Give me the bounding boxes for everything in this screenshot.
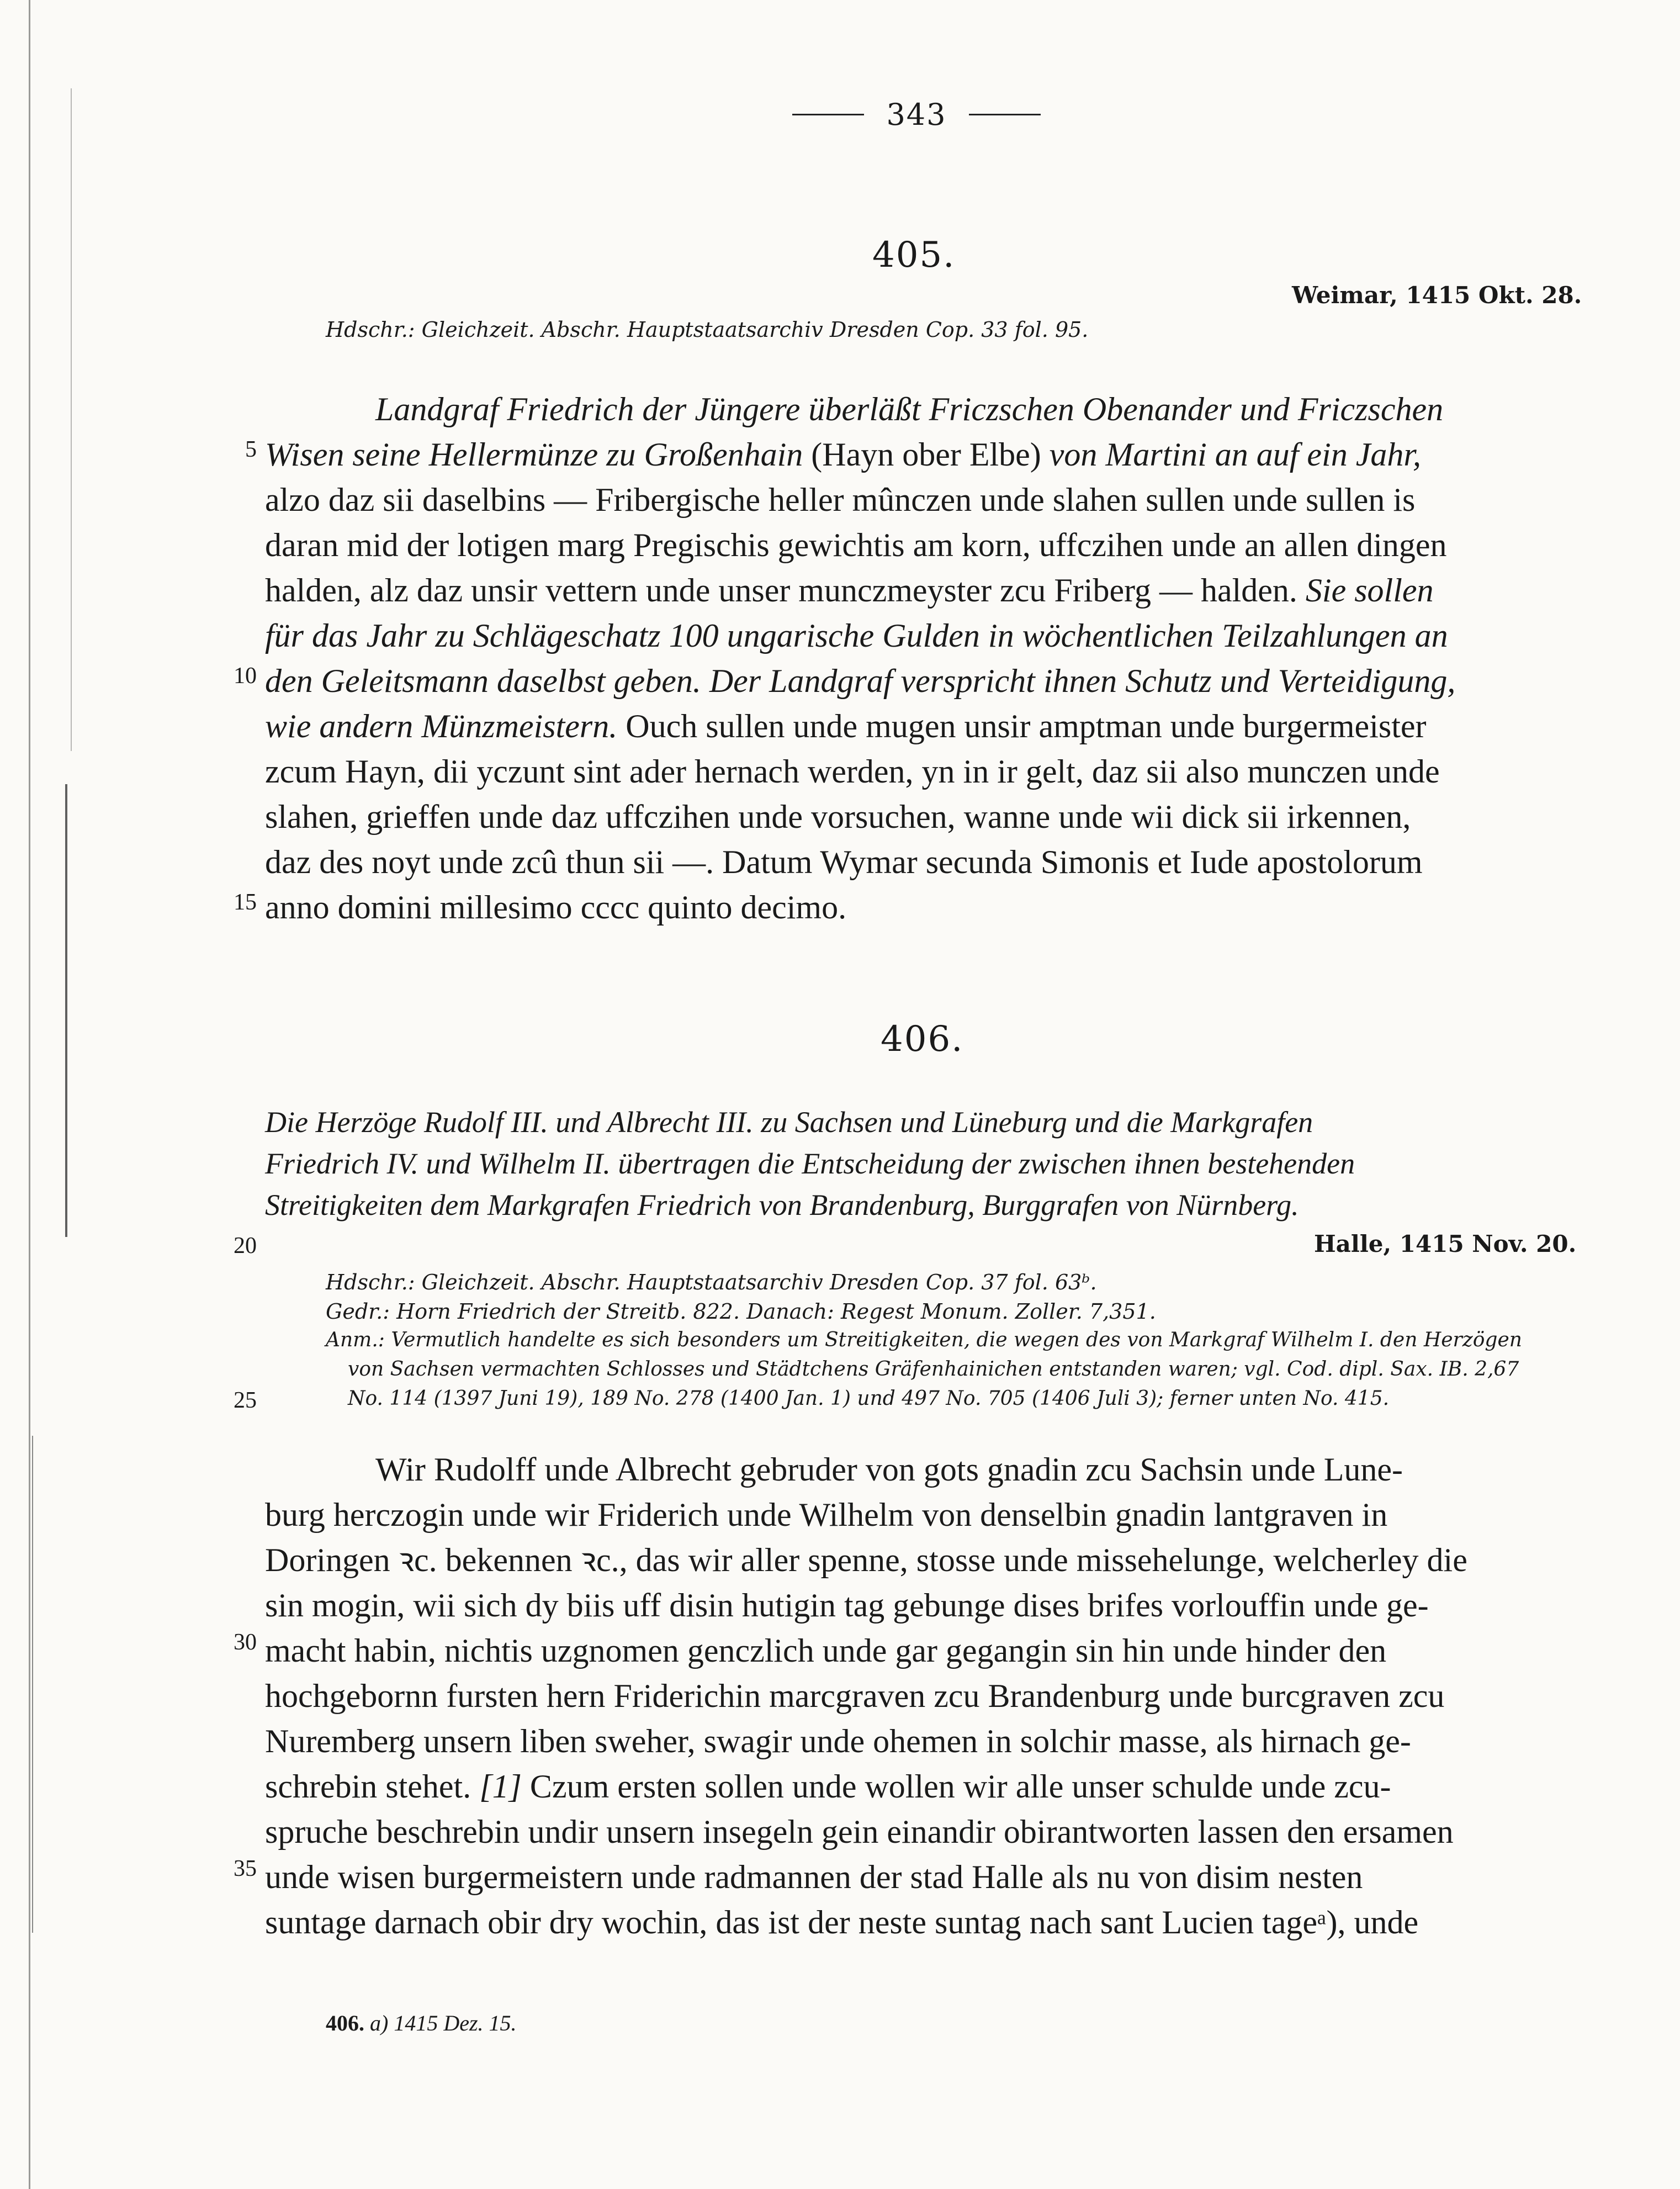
text-line xyxy=(265,1537,1579,1583)
footnote xyxy=(326,2010,517,2036)
text-segment: Doringen ꝛc. bekennen ꝛc., das wir aller spenne, stosse unde missehelunge, welcherley die xyxy=(265,1542,1467,1578)
text-segment: alzo daz sii daselbins — Fribergische heller mûnczen unde slahen sullen unde sullen is xyxy=(265,482,1416,518)
text-line xyxy=(265,1673,1579,1719)
text-segment: daz des noyt unde zcû thun sii —. Datum Wymar secunda Simonis et Iude apostolorum xyxy=(265,844,1423,880)
scan-edge-line xyxy=(29,0,30,2189)
text-segment: daran mid der lotigen marg Pregischis gewichtis am korn, uffczihen unde an allen dingen xyxy=(265,527,1447,563)
document-406-date: Halle, 1415 Nov. 20. xyxy=(1314,1230,1577,1257)
line-number: 35 xyxy=(234,1856,257,1881)
page-header xyxy=(762,95,1071,134)
text-segment: Ouch sullen unde mugen unsir amptman unde burgermeister xyxy=(617,708,1427,744)
line-number: 5 xyxy=(245,437,257,462)
text-line xyxy=(265,1809,1579,1854)
text-segment: suntage darnach obir dry wochin, das ist der neste suntag nach sant Lucien tageᵃ), unde xyxy=(265,1904,1419,1941)
text-line xyxy=(265,1854,1579,1900)
document-405-date: Weimar, 1415 Okt. 28. xyxy=(1292,282,1582,309)
regest-line: Streitigkeiten dem Markgrafen Friedrich von Brandenburg, Burggrafen von Nürnberg. xyxy=(265,1188,1299,1222)
document-406-manuscript: Hdschr.: Gleichzeit. Abschr. Hauptstaatsarchiv Dresden Cop. 37 fol. 63ᵇ. xyxy=(326,1270,1097,1294)
footnote-ref: 406. xyxy=(326,2011,364,2035)
text-segment: burg herczogin unde wir Friderich unde Wilhelm von denselbin gnadin lantgraven in xyxy=(265,1497,1388,1533)
text-segment: spruche beschrebin undir unsern insegeln gein einandir obirantworten lassen den ersamen xyxy=(265,1813,1454,1850)
header-rule xyxy=(969,114,1041,115)
text-line xyxy=(265,704,1579,749)
text-line xyxy=(265,568,1579,613)
text-segment: den Geleitsmann daselbst geben. Der Landgraf verspricht ihnen Schutz und Verteidigung, xyxy=(265,663,1456,699)
document-406-print: Gedr.: Horn Friedrich der Streitb. 822. Danach: Regest Monum. Zoller. 7,351. xyxy=(326,1299,1156,1324)
text-segment: [1] xyxy=(479,1768,522,1805)
text-segment: anno domini millesimo cccc quinto decimo. xyxy=(265,889,847,926)
text-segment: zcum Hayn, dii yczunt sint ader hernach werden, yn in ir gelt, daz sii also munczen unde xyxy=(265,753,1440,790)
page-number: 343 xyxy=(886,97,947,132)
text-line xyxy=(265,839,1579,885)
text-line xyxy=(265,1719,1579,1764)
text-segment: für das Jahr zu Schlägeschatz 100 ungarische Gulden in wöchentlichen Teilzahlungen an xyxy=(265,617,1448,654)
line-number: 30 xyxy=(234,1630,257,1655)
text-line xyxy=(265,1900,1579,1945)
text-line xyxy=(265,1764,1579,1809)
text-segment: Nuremberg unsern liben sweher, swagir unde ohemen in solchir masse, als hirnach ge- xyxy=(265,1723,1411,1759)
text-segment: Sie sollen xyxy=(1305,572,1434,609)
text-segment: schrebin stehet. xyxy=(265,1768,480,1805)
text-segment: hochgebornn fursten hern Friderichin marcgraven zcu Brandenburg unde burcgraven zcu xyxy=(265,1678,1445,1714)
text-segment: wie andern Münzmeistern. xyxy=(265,708,618,744)
text-segment: slahen, grieffen unde daz uffczihen unde vorsuchen, wanne unde wii dick sii irkennen, xyxy=(265,799,1411,835)
text-segment: von Martini an auf ein Jahr, xyxy=(1049,436,1422,473)
document-number-406: 406. xyxy=(881,1019,964,1060)
regest-line: Friedrich IV. und Wilhelm II. übertragen die Entscheidung der zwischen ihnen bestehenden xyxy=(265,1147,1355,1180)
header-rule xyxy=(792,114,864,115)
text-line xyxy=(265,477,1579,522)
text-line xyxy=(265,794,1579,839)
document-405-source: Hdschr.: Gleichzeit. Abschr. Hauptstaatsarchiv Dresden Cop. 33 fol. 95. xyxy=(326,318,1089,342)
scan-edge-line xyxy=(71,88,72,751)
text-segment: Wisen seine Hellermünze zu Großenhain xyxy=(265,436,803,473)
text-segment: sin mogin, wii sich dy biis uff disin hutigin tag gebunge dises brifes vorlouffin unde ge- xyxy=(265,1587,1429,1624)
document-number-405: 405. xyxy=(872,235,956,276)
text-segment: (Hayn ober Elbe) xyxy=(803,436,1050,473)
document-406-note: von Sachsen vermachten Schlosses und Städtchens Gräfenhainichen entstanden waren; vgl. Cod. dipl. Sax. IB. 2,67 xyxy=(348,1358,1519,1381)
scan-edge-line xyxy=(32,1436,33,1933)
line-number: 25 xyxy=(234,1388,257,1413)
text-line xyxy=(265,1583,1579,1628)
text-segment: Landgraf Friedrich der Jüngere überläßt Friczschen Obenander und Friczschen xyxy=(375,391,1444,427)
text-line xyxy=(265,885,1579,930)
document-406-note: Anm.: Vermutlich handelte es sich besonders um Streitigkeiten, die wegen des von Markgraf Wilhelm I. den Herzögen xyxy=(326,1329,1522,1351)
line-number: 15 xyxy=(234,890,257,915)
text-line xyxy=(265,1628,1579,1673)
line-number: 10 xyxy=(234,663,257,689)
line-number: 20 xyxy=(234,1233,257,1259)
text-segment: Wir Rudolff unde Albrecht gebruder von gots gnadin zcu Sachsin unde Lune- xyxy=(375,1451,1403,1488)
text-segment: halden, alz daz unsir vettern unde unser munczmeyster zcu Friberg — halden. xyxy=(265,572,1306,609)
text-segment: unde wisen burgermeistern unde radmannen der stad Halle als nu von disim nesten xyxy=(265,1859,1363,1895)
document-406-note: No. 114 (1397 Juni 19), 189 No. 278 (1400 Jan. 1) und 497 No. 705 (1406 Juli 3); ferner unten No. 415. xyxy=(348,1387,1390,1410)
text-line xyxy=(265,613,1579,658)
footnote-text: a) 1415 Dez. 15. xyxy=(364,2011,517,2035)
text-line xyxy=(375,1447,1579,1492)
scan-edge-line xyxy=(65,784,67,1237)
text-line xyxy=(265,658,1579,704)
regest-line: Die Herzöge Rudolf III. und Albrecht III. zu Sachsen und Lüneburg und die Markgrafen xyxy=(265,1106,1313,1139)
text-segment: Czum ersten sollen unde wollen wir alle unser schulde unde zcu- xyxy=(521,1768,1391,1805)
text-line xyxy=(265,432,1579,477)
text-line xyxy=(265,1492,1579,1537)
text-line xyxy=(265,749,1579,794)
text-segment: macht habin, nichtis uzgnomen genczlich unde gar gegangin sin hin unde hinder den xyxy=(265,1632,1387,1669)
text-line xyxy=(375,387,1579,432)
text-line xyxy=(265,522,1579,568)
